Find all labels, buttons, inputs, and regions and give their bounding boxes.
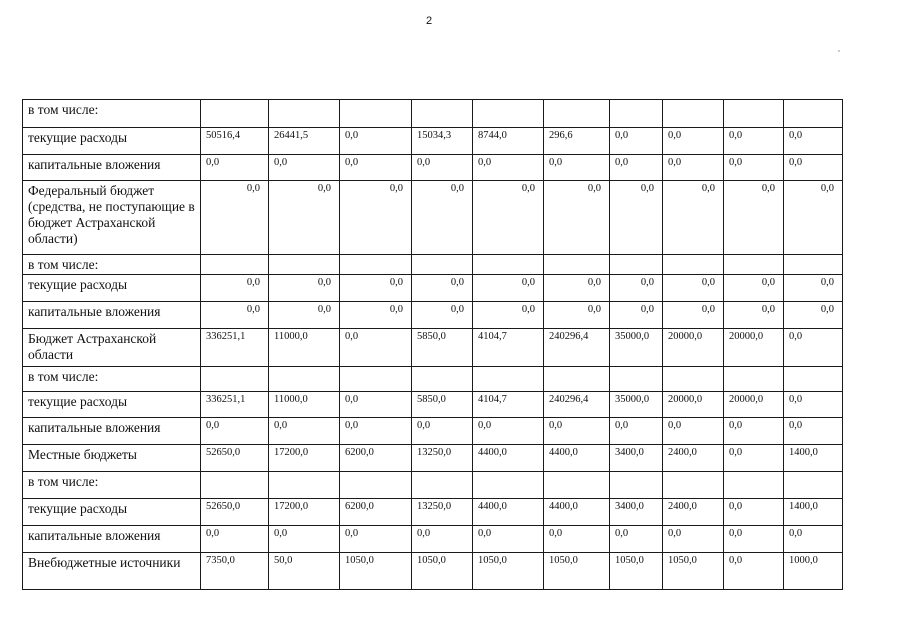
value-cell: 4400,0 xyxy=(473,445,544,472)
value-cell: 0,0 xyxy=(340,155,412,181)
value-cell: 0,0 xyxy=(724,499,784,526)
table-row xyxy=(23,499,843,526)
value-cell: 0,0 xyxy=(663,302,724,329)
value-cell xyxy=(610,367,663,392)
value-cell xyxy=(269,367,340,392)
value-cell xyxy=(663,472,724,499)
value-cell: 0,0 xyxy=(724,155,784,181)
value-cell xyxy=(201,367,269,392)
value-cell: 52650,0 xyxy=(201,499,269,526)
value-cell: 0,0 xyxy=(663,181,724,255)
value-cell: 0,0 xyxy=(784,155,843,181)
value-cell: 5850,0 xyxy=(412,329,473,367)
value-cell: 0,0 xyxy=(473,181,544,255)
value-cell: 4400,0 xyxy=(544,499,610,526)
value-cell xyxy=(473,100,544,128)
value-cell: 11000,0 xyxy=(269,392,340,418)
value-cell xyxy=(724,100,784,128)
row-label: Внебюджетные источники xyxy=(23,553,201,590)
value-cell: 0,0 xyxy=(784,526,843,553)
value-cell: 20000,0 xyxy=(724,392,784,418)
value-cell: 0,0 xyxy=(412,302,473,329)
value-cell: 17200,0 xyxy=(269,499,340,526)
value-cell: 0,0 xyxy=(784,181,843,255)
value-cell xyxy=(269,100,340,128)
value-cell: 0,0 xyxy=(663,418,724,445)
value-cell: 336251,1 xyxy=(201,329,269,367)
value-cell: 336251,1 xyxy=(201,392,269,418)
row-label: текущие расходы xyxy=(23,499,201,526)
value-cell: 0,0 xyxy=(724,275,784,302)
value-cell xyxy=(544,100,610,128)
value-cell: 35000,0 xyxy=(610,329,663,367)
value-cell: 52650,0 xyxy=(201,445,269,472)
table-row xyxy=(23,155,843,181)
table-row xyxy=(23,367,843,392)
value-cell: 11000,0 xyxy=(269,329,340,367)
value-cell xyxy=(784,472,843,499)
value-cell: 1050,0 xyxy=(544,553,610,590)
value-cell: 0,0 xyxy=(340,275,412,302)
row-label: в том числе: xyxy=(23,472,201,499)
value-cell: 0,0 xyxy=(412,418,473,445)
row-label: текущие расходы xyxy=(23,275,201,302)
value-cell xyxy=(663,255,724,275)
value-cell: 15034,3 xyxy=(412,128,473,155)
value-cell: 0,0 xyxy=(473,302,544,329)
table-row xyxy=(23,526,843,553)
value-cell: 296,6 xyxy=(544,128,610,155)
value-cell: 0,0 xyxy=(544,155,610,181)
value-cell: 0,0 xyxy=(201,526,269,553)
value-cell: 2400,0 xyxy=(663,499,724,526)
value-cell: 0,0 xyxy=(201,302,269,329)
table-row xyxy=(23,329,843,367)
value-cell: 0,0 xyxy=(544,181,610,255)
value-cell xyxy=(473,367,544,392)
value-cell: 0,0 xyxy=(269,302,340,329)
value-cell: 0,0 xyxy=(269,155,340,181)
value-cell: 13250,0 xyxy=(412,445,473,472)
value-cell: 0,0 xyxy=(610,418,663,445)
value-cell xyxy=(724,255,784,275)
value-cell: 1000,0 xyxy=(784,553,843,590)
value-cell: 0,0 xyxy=(663,128,724,155)
value-cell: 240296,4 xyxy=(544,392,610,418)
table-row xyxy=(23,255,843,275)
value-cell: 0,0 xyxy=(412,155,473,181)
value-cell: 0,0 xyxy=(412,181,473,255)
row-label: капитальные вложения xyxy=(23,155,201,181)
value-cell: 240296,4 xyxy=(544,329,610,367)
value-cell: 0,0 xyxy=(473,526,544,553)
value-cell: 0,0 xyxy=(340,526,412,553)
value-cell: 7350,0 xyxy=(201,553,269,590)
value-cell: 0,0 xyxy=(340,302,412,329)
value-cell: 0,0 xyxy=(610,155,663,181)
row-label: в том числе: xyxy=(23,255,201,275)
value-cell xyxy=(340,100,412,128)
value-cell xyxy=(473,255,544,275)
table-row xyxy=(23,100,843,128)
table-row xyxy=(23,275,843,302)
value-cell xyxy=(544,472,610,499)
value-cell: 0,0 xyxy=(473,155,544,181)
value-cell: 35000,0 xyxy=(610,392,663,418)
value-cell: 4104,7 xyxy=(473,392,544,418)
value-cell xyxy=(610,255,663,275)
value-cell xyxy=(663,100,724,128)
value-cell: 0,0 xyxy=(201,418,269,445)
value-cell: 4400,0 xyxy=(473,499,544,526)
value-cell: 0,0 xyxy=(269,275,340,302)
value-cell: 3400,0 xyxy=(610,445,663,472)
value-cell: 0,0 xyxy=(340,392,412,418)
value-cell: 0,0 xyxy=(340,329,412,367)
value-cell: 5850,0 xyxy=(412,392,473,418)
value-cell: 17200,0 xyxy=(269,445,340,472)
row-label: Местные бюджеты xyxy=(23,445,201,472)
table-row xyxy=(23,302,843,329)
budget-table-body xyxy=(23,100,843,590)
table-row xyxy=(23,181,843,255)
table-row xyxy=(23,418,843,445)
value-cell xyxy=(412,255,473,275)
value-cell xyxy=(201,100,269,128)
value-cell: 0,0 xyxy=(610,526,663,553)
value-cell: 0,0 xyxy=(340,128,412,155)
value-cell xyxy=(201,472,269,499)
value-cell: 0,0 xyxy=(340,418,412,445)
value-cell: 0,0 xyxy=(610,181,663,255)
row-label: в том числе: xyxy=(23,367,201,392)
table-row xyxy=(23,128,843,155)
value-cell xyxy=(340,472,412,499)
value-cell: 0,0 xyxy=(610,275,663,302)
value-cell: 0,0 xyxy=(784,128,843,155)
value-cell: 50516,4 xyxy=(201,128,269,155)
value-cell xyxy=(784,255,843,275)
table-row xyxy=(23,553,843,590)
value-cell xyxy=(473,472,544,499)
value-cell xyxy=(610,472,663,499)
value-cell: 20000,0 xyxy=(724,329,784,367)
value-cell: 0,0 xyxy=(724,445,784,472)
value-cell: 4400,0 xyxy=(544,445,610,472)
value-cell: 4104,7 xyxy=(473,329,544,367)
value-cell: 20000,0 xyxy=(663,329,724,367)
value-cell: 1050,0 xyxy=(663,553,724,590)
value-cell: 0,0 xyxy=(473,418,544,445)
value-cell: 1050,0 xyxy=(610,553,663,590)
value-cell: 0,0 xyxy=(269,526,340,553)
row-label: Федеральный бюджет (средства, не поступающие в бюджет Астраханской области) xyxy=(23,181,201,255)
row-label: Бюджет Астраханской области xyxy=(23,329,201,367)
value-cell: 6200,0 xyxy=(340,445,412,472)
value-cell: 0,0 xyxy=(784,329,843,367)
row-label: капитальные вложения xyxy=(23,418,201,445)
row-label: капитальные вложения xyxy=(23,302,201,329)
value-cell xyxy=(544,255,610,275)
value-cell: 0,0 xyxy=(663,275,724,302)
value-cell: 1050,0 xyxy=(412,553,473,590)
value-cell: 1400,0 xyxy=(784,499,843,526)
value-cell: 0,0 xyxy=(412,526,473,553)
page-number: 2 xyxy=(426,15,433,27)
value-cell: 0,0 xyxy=(784,275,843,302)
value-cell: 50,0 xyxy=(269,553,340,590)
row-label: текущие расходы xyxy=(23,392,201,418)
value-cell xyxy=(544,367,610,392)
value-cell: 0,0 xyxy=(473,275,544,302)
value-cell: 0,0 xyxy=(544,418,610,445)
value-cell: 1400,0 xyxy=(784,445,843,472)
budget-table xyxy=(22,99,843,590)
value-cell: 0,0 xyxy=(544,275,610,302)
value-cell xyxy=(201,255,269,275)
value-cell xyxy=(269,255,340,275)
value-cell: 2400,0 xyxy=(663,445,724,472)
value-cell xyxy=(412,472,473,499)
value-cell: 0,0 xyxy=(724,302,784,329)
value-cell: 8744,0 xyxy=(473,128,544,155)
value-cell xyxy=(269,472,340,499)
table-row xyxy=(23,445,843,472)
value-cell xyxy=(663,367,724,392)
value-cell: 0,0 xyxy=(201,181,269,255)
value-cell xyxy=(412,367,473,392)
value-cell: 6200,0 xyxy=(340,499,412,526)
value-cell: 0,0 xyxy=(269,418,340,445)
value-cell: 26441,5 xyxy=(269,128,340,155)
value-cell: 0,0 xyxy=(663,526,724,553)
value-cell xyxy=(724,367,784,392)
value-cell: 20000,0 xyxy=(663,392,724,418)
value-cell xyxy=(340,367,412,392)
table-row xyxy=(23,472,843,499)
value-cell xyxy=(784,367,843,392)
row-label: в том числе: xyxy=(23,100,201,128)
value-cell: 13250,0 xyxy=(412,499,473,526)
value-cell xyxy=(340,255,412,275)
value-cell: 0,0 xyxy=(201,275,269,302)
value-cell: 0,0 xyxy=(269,181,340,255)
value-cell: 0,0 xyxy=(784,392,843,418)
value-cell: 0,0 xyxy=(724,553,784,590)
value-cell: 0,0 xyxy=(544,526,610,553)
value-cell: 0,0 xyxy=(724,526,784,553)
value-cell: 0,0 xyxy=(784,302,843,329)
value-cell xyxy=(724,472,784,499)
value-cell: 0,0 xyxy=(610,302,663,329)
value-cell: 0,0 xyxy=(544,302,610,329)
value-cell: 0,0 xyxy=(784,418,843,445)
value-cell xyxy=(412,100,473,128)
table-row xyxy=(23,392,843,418)
value-cell: 3400,0 xyxy=(610,499,663,526)
value-cell: 0,0 xyxy=(724,128,784,155)
value-cell: 1050,0 xyxy=(340,553,412,590)
value-cell: 0,0 xyxy=(724,418,784,445)
value-cell: 1050,0 xyxy=(473,553,544,590)
value-cell: 0,0 xyxy=(412,275,473,302)
value-cell xyxy=(784,100,843,128)
scan-speck xyxy=(838,50,840,52)
value-cell: 0,0 xyxy=(201,155,269,181)
value-cell: 0,0 xyxy=(724,181,784,255)
row-label: капитальные вложения xyxy=(23,526,201,553)
value-cell: 0,0 xyxy=(340,181,412,255)
value-cell: 0,0 xyxy=(610,128,663,155)
value-cell xyxy=(610,100,663,128)
value-cell: 0,0 xyxy=(663,155,724,181)
row-label: текущие расходы xyxy=(23,128,201,155)
